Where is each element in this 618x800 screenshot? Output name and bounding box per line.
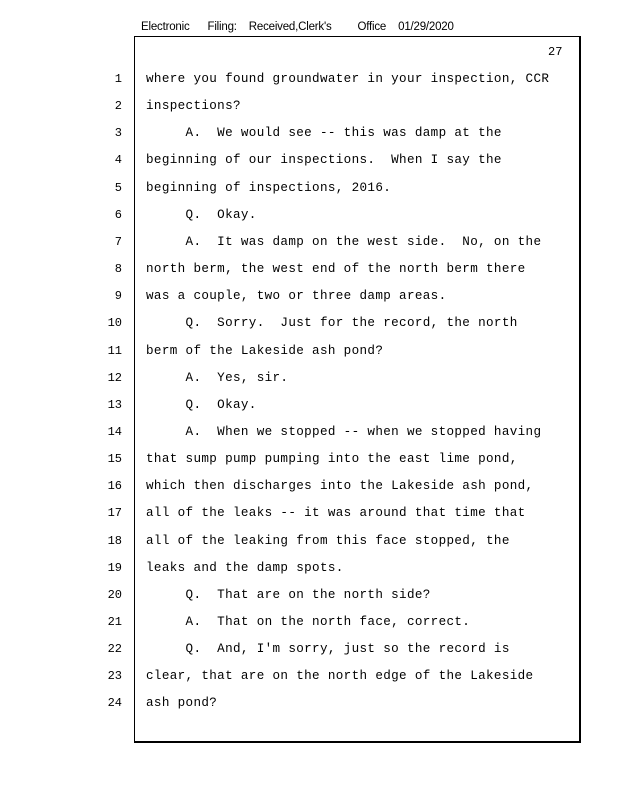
line-number: 2	[114, 99, 122, 113]
transcript-line: A. When we stopped -- when we stopped having	[146, 425, 542, 439]
transcript-line: beginning of inspections, 2016.	[146, 181, 392, 195]
line-number: 4	[114, 153, 122, 167]
line-number: 1	[114, 72, 122, 86]
line-number: 11	[107, 344, 122, 358]
line-number: 19	[107, 561, 122, 575]
filing-office: Office	[357, 21, 387, 33]
transcript-line: A. We would see -- this was damp at the	[146, 126, 502, 140]
line-number: 12	[107, 371, 122, 385]
transcript-line: where you found groundwater in your inspection, CCR	[146, 72, 550, 86]
transcript-line: A. Yes, sir.	[146, 371, 289, 385]
transcript-line: beginning of our inspections. When I say the	[146, 153, 502, 167]
transcript-line: Q. That are on the north side?	[146, 588, 431, 602]
transcript-line: that sump pump pumping into the east lime pond,	[146, 452, 518, 466]
transcript-line: which then discharges into the Lakeside ash pond,	[146, 479, 534, 493]
filing-label: Filing:	[207, 21, 237, 33]
transcript-line: A. That on the north face, correct.	[146, 615, 471, 629]
line-number: 22	[107, 642, 122, 656]
line-number: 5	[114, 181, 122, 195]
transcript-line: all of the leaks -- it was around that time that	[146, 506, 526, 520]
transcript-line: Q. Sorry. Just for the record, the north	[146, 316, 518, 330]
line-number: 13	[107, 398, 122, 412]
transcript-page-border	[134, 36, 581, 743]
filing-stamp	[141, 21, 454, 33]
line-number: 24	[107, 696, 122, 710]
page-number: 27	[548, 45, 563, 59]
line-number: 18	[107, 534, 122, 548]
line-number: 10	[107, 316, 122, 330]
line-number: 20	[107, 588, 122, 602]
filing-received: Received,Clerk's	[248, 21, 332, 33]
line-number: 8	[114, 262, 122, 276]
line-number: 21	[107, 615, 122, 629]
transcript-line: all of the leaking from this face stopped, the	[146, 534, 510, 548]
line-number: 16	[107, 479, 122, 493]
line-number: 15	[107, 452, 122, 466]
transcript-line: berm of the Lakeside ash pond?	[146, 344, 384, 358]
line-number: 14	[107, 425, 122, 439]
line-number: 23	[107, 669, 122, 683]
line-number: 6	[114, 208, 122, 222]
filing-electronic: Electronic	[141, 21, 190, 33]
transcript-line: clear, that are on the north edge of the Lakeside	[146, 669, 534, 683]
transcript-line: ash pond?	[146, 696, 218, 710]
transcript-line: was a couple, two or three damp areas.	[146, 289, 447, 303]
transcript-line: inspections?	[146, 99, 241, 113]
transcript-line: leaks and the damp spots.	[146, 561, 344, 575]
transcript-line: A. It was damp on the west side. No, on the	[146, 235, 542, 249]
transcript-line: Q. Okay.	[146, 398, 257, 412]
transcript-line: Q. And, I'm sorry, just so the record is	[146, 642, 510, 656]
transcript-line: north berm, the west end of the north berm there	[146, 262, 526, 276]
transcript-line: Q. Okay.	[146, 208, 257, 222]
line-number: 17	[107, 506, 122, 520]
line-number: 9	[114, 289, 122, 303]
line-number: 3	[114, 126, 122, 140]
line-number: 7	[114, 235, 122, 249]
filing-date: 01/29/2020	[398, 21, 454, 33]
